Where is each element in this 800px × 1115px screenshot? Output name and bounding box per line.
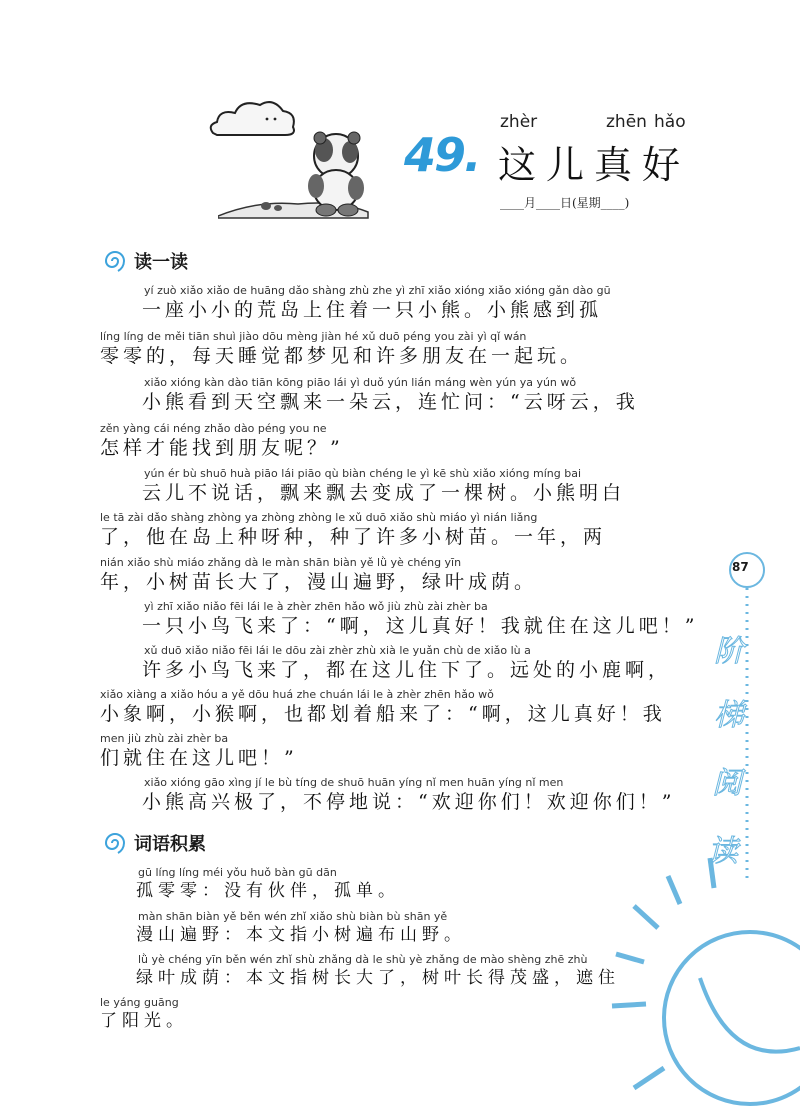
pinyin-line: xiǎo xióng kàn dào tiān kōng piāo lái yì duǒ yún lián máng wèn yún ya yún wǒ xyxy=(144,376,577,389)
pinyin-line: màn shān biàn yě běn wén zhǐ xiǎo shù biàn bù shān yě xyxy=(138,910,448,923)
vocab-heading xyxy=(100,830,206,856)
text-line: 一座小小的荒岛上住着一只小熊。小熊感到孤 xyxy=(142,299,603,321)
text-line: 了，他在岛上种呀种，种了许多小树苗。一年，两 xyxy=(100,526,607,548)
vocab-heading-label: 词语积累 xyxy=(134,834,206,855)
pinyin-line: nián xiǎo shù miáo zhǎng dà le màn shān biàn yě lǜ yè chéng yīn xyxy=(100,556,462,569)
series-char: 梯 xyxy=(714,698,744,733)
pinyin-line: yún ér bù shuō huà piāo lái piāo qù biàn chéng le yì kē shù xiǎo xióng míng bai xyxy=(144,467,582,480)
pinyin-line: yí zuò xiǎo xiǎo de huāng dǎo shàng zhù zhe yì zhī xiǎo xióng xiǎo xióng gǎn dào gū xyxy=(144,284,611,297)
text-line: 云儿不说话，飘来飘去变成了一棵树。小熊明白 xyxy=(142,482,626,504)
text-line: 一只小鸟飞来了：“啊，这儿真好！我就住在这儿吧！” xyxy=(142,615,699,637)
pinyin-line: gū líng líng méi yǒu huǒ bàn gū dān xyxy=(138,866,337,879)
pinyin-line: xiǎo xiàng a xiǎo hóu a yě dōu huá zhe chuán lái le à zhèr zhēn hǎo wǒ xyxy=(100,688,494,701)
vocab-item: 了阳光。 xyxy=(100,1011,188,1031)
reading-heading xyxy=(100,248,188,274)
title-pinyin-2: zhēn xyxy=(606,112,647,132)
lesson-title: 这儿真好 xyxy=(498,143,691,187)
title-pinyin-3: hǎo xyxy=(654,112,686,132)
swirl-icon xyxy=(100,249,130,273)
vocab-item: 漫山遍野：本文指小树遍布山野。 xyxy=(136,925,466,945)
bear-on-island-illustration xyxy=(218,130,388,220)
swirl-icon xyxy=(100,831,130,855)
series-char: 阅 xyxy=(712,766,742,801)
text-line: 小熊高兴极了，不停地说：“欢迎你们！欢迎你们！” xyxy=(142,791,676,813)
title-pinyin-1: zhèr xyxy=(500,112,538,132)
date-line: ____月____日(星期____) xyxy=(500,196,630,210)
text-line: 零零的，每天睡觉都梦见和许多朋友在一起玩。 xyxy=(100,345,584,367)
pinyin-line: yì zhī xiǎo niǎo fēi lái le à zhèr zhēn hǎo wǒ jiù zhù zài zhèr ba xyxy=(144,600,488,613)
text-line: 怎样才能找到朋友呢？” xyxy=(100,437,344,459)
pinyin-line: lǜ yè chéng yīn běn wén zhǐ shù zhǎng dà le shù yè zhǎng de mào shèng zhē zhù xyxy=(138,953,588,966)
text-line: 年，小树苗长大了，漫山遍野，绿叶成荫。 xyxy=(100,571,538,593)
text-line: 们就住在这儿吧！” xyxy=(100,747,298,769)
pinyin-line: zěn yàng cái néng zhǎo dào péng you ne xyxy=(100,422,327,435)
text-line: 许多小鸟飞来了，都在这儿住下了。远处的小鹿啊， xyxy=(142,659,672,681)
text-line: 小熊看到天空飘来一朵云，连忙问：“云呀云，我 xyxy=(142,391,639,413)
pinyin-line: líng líng de měi tiān shuì jiào dōu mèng jiàn hé xǔ duō péng you zài yì qǐ wán xyxy=(100,330,527,343)
vocab-item: 孤零零：没有伙伴，孤单。 xyxy=(136,881,400,901)
side-decoration xyxy=(600,548,800,1115)
pinyin-line: xiǎo xióng gāo xìng jí le bù tíng de shuō huān yíng nǐ men huān yíng nǐ men xyxy=(144,776,564,789)
vocab-item: 绿叶成荫：本文指树长大了，树叶长得茂盛，遮住 xyxy=(136,968,620,988)
pinyin-line: men jiù zhù zài zhèr ba xyxy=(100,732,229,745)
pinyin-line: xǔ duō xiǎo niǎo fēi lái le dōu zài zhèr zhù xià le yuǎn chù de xiǎo lù a xyxy=(144,644,531,657)
lesson-number: 49. xyxy=(404,128,480,182)
series-char: 读 xyxy=(708,834,738,869)
pinyin-line: le tā zài dǎo shàng zhòng ya zhòng zhòng le xǔ duō xiǎo shù miáo yì nián liǎng xyxy=(100,511,538,524)
text-line: 小象啊，小猴啊，也都划着船来了：“啊，这儿真好！我 xyxy=(100,703,666,725)
page-number: 87 xyxy=(732,560,749,574)
pinyin-line: le yáng guāng xyxy=(100,996,179,1009)
series-char: 阶 xyxy=(714,634,744,669)
reading-heading-label: 读一读 xyxy=(134,252,188,273)
